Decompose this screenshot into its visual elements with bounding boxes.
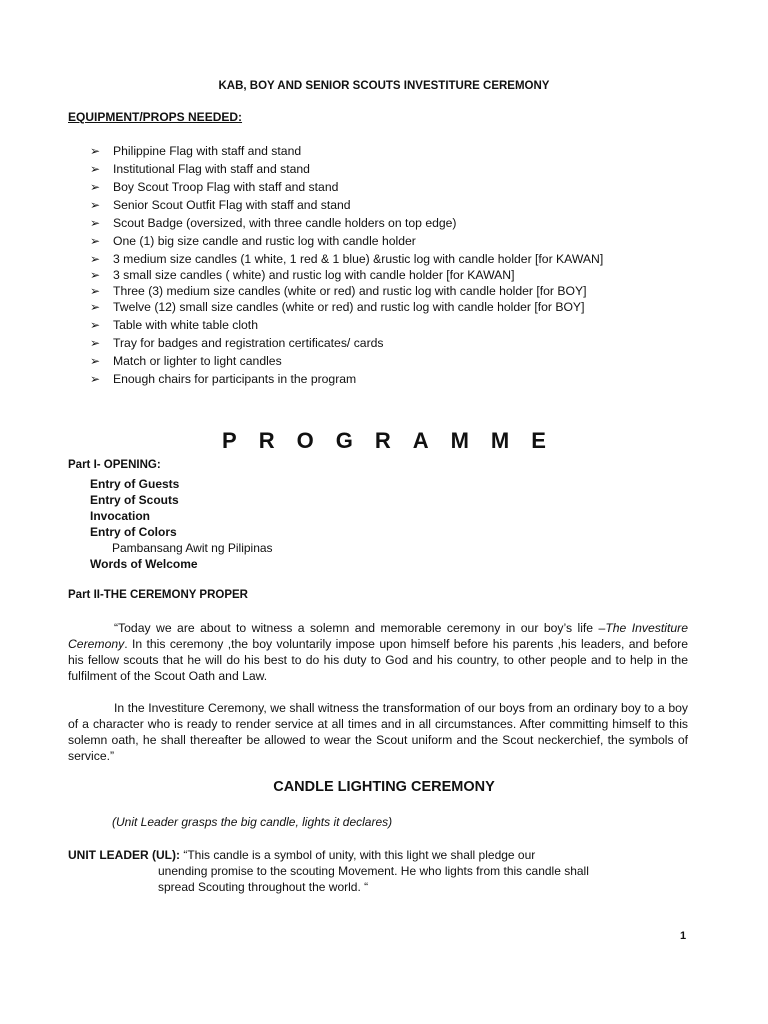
arrow-bullet-icon: ➢ xyxy=(90,216,101,230)
arrow-bullet-icon: ➢ xyxy=(90,300,101,314)
list-item: Entry of Colors xyxy=(90,525,177,539)
equipment-item-text: Tray for badges and registration certificates/ cards xyxy=(113,336,384,350)
equipment-item-text: 3 small size candles ( white) and rustic log with candle holder [for KAWAN] xyxy=(113,268,515,282)
arrow-bullet-icon: ➢ xyxy=(90,354,101,368)
equipment-heading: EQUIPMENT/PROPS NEEDED: xyxy=(68,110,243,124)
equipment-item-text: Philippine Flag with staff and stand xyxy=(113,144,302,158)
equipment-item-text: Twelve (12) small size candles (white or red) and rustic log with candle holder [for BOY] xyxy=(113,300,585,314)
arrow-bullet-icon: ➢ xyxy=(90,284,101,298)
equipment-list-item xyxy=(90,267,603,283)
equipment-item-text: Scout Badge (oversized, with three candle holders on top edge) xyxy=(113,216,457,230)
para1-italic-text: The Investiture Ceremony xyxy=(68,621,688,651)
opening-list xyxy=(90,476,273,572)
equipment-list-item xyxy=(90,197,603,215)
part2-heading: Part II-THE CEREMONY PROPER xyxy=(68,589,248,601)
document-title: KAB, BOY AND SENIOR SCOUTS INVESTITURE CEREMONY xyxy=(218,80,550,92)
arrow-bullet-icon: ➢ xyxy=(90,336,101,350)
para1-text-b: . In this ceremony ,the boy voluntarily impose upon himself before his parents ,his leaders, and before his fellow scouts that he will do his best to do his duty to God and his country, to other people and to help in the fulfilment of the Scout Oath and Law. xyxy=(68,637,688,683)
ceremony-paragraph-2: In the Investiture Ceremony, we shall witness the transformation of our boys from an ordinary boy to a boy of a character who is ready to render service at all times and in all circumstances. After committing himself to this solemn oath, he shall thereafter be allowed to wear the Scout uniform and the Scout neckerchief, the symbols of service.” xyxy=(68,701,688,763)
list-item: Words of Welcome xyxy=(90,557,198,571)
part1-heading: Part I- OPENING: xyxy=(68,459,161,471)
equipment-list-item xyxy=(90,299,603,317)
equipment-list-item xyxy=(90,179,603,197)
equipment-list-item xyxy=(90,335,603,353)
stage-direction: (Unit Leader grasps the big candle, lights it declares) xyxy=(112,815,393,829)
equipment-item-text: One (1) big size candle and rustic log with candle holder xyxy=(113,234,416,248)
equipment-list-item xyxy=(90,161,603,179)
equipment-list-item xyxy=(90,317,603,335)
equipment-item-text: Institutional Flag with staff and stand xyxy=(113,162,310,176)
list-item: Entry of Scouts xyxy=(90,493,179,507)
arrow-bullet-icon: ➢ xyxy=(90,268,101,282)
speech-line-3: spread Scouting throughout the world. “ xyxy=(158,880,369,894)
list-item: Invocation xyxy=(90,509,151,523)
speech-line-2: unending promise to the scouting Movement. He who lights from this candle shall xyxy=(158,864,589,878)
page-number: 1 xyxy=(680,930,687,942)
arrow-bullet-icon: ➢ xyxy=(90,252,101,266)
candle-lighting-heading: CANDLE LIGHTING CEREMONY xyxy=(273,779,495,795)
equipment-list-item xyxy=(90,371,603,389)
equipment-list-item xyxy=(90,143,603,161)
speaker-label: UNIT LEADER (UL): xyxy=(68,848,180,862)
equipment-list-item xyxy=(90,233,603,251)
para1-text-a: “Today we are about to witness a solemn and memorable ceremony in our boy’s life – xyxy=(114,621,606,635)
arrow-bullet-icon: ➢ xyxy=(90,198,101,212)
equipment-list-item xyxy=(90,251,603,267)
equipment-item-text: Enough chairs for participants in the program xyxy=(113,372,357,386)
equipment-list-item xyxy=(90,353,603,371)
arrow-bullet-icon: ➢ xyxy=(90,318,101,332)
arrow-bullet-icon: ➢ xyxy=(90,180,101,194)
equipment-item-text: 3 medium size candles (1 white, 1 red & 1 blue) &rustic log with candle holder [for KAWAN] xyxy=(113,252,604,266)
arrow-bullet-icon: ➢ xyxy=(90,234,101,248)
equipment-list xyxy=(90,143,603,389)
equipment-list-item xyxy=(90,283,603,299)
list-sub-item: Pambansang Awit ng Pilipinas xyxy=(112,541,273,555)
arrow-bullet-icon: ➢ xyxy=(90,162,101,176)
equipment-item-text: Senior Scout Outfit Flag with staff and stand xyxy=(113,198,351,212)
list-item: Entry of Guests xyxy=(90,477,180,491)
equipment-item-text: Boy Scout Troop Flag with staff and stand xyxy=(113,180,339,194)
arrow-bullet-icon: ➢ xyxy=(90,144,101,158)
equipment-item-text: Table with white table cloth xyxy=(113,318,258,332)
equipment-item-text: Match or lighter to light candles xyxy=(113,354,282,368)
unit-leader-line xyxy=(68,847,535,863)
ceremony-paragraph-1 xyxy=(68,620,688,684)
equipment-list-item xyxy=(90,215,603,233)
speech-line-1: “This candle is a symbol of unity, with this light we shall pledge our xyxy=(179,848,536,862)
programme-heading: PROGRAMME xyxy=(222,428,568,453)
arrow-bullet-icon: ➢ xyxy=(90,372,101,386)
equipment-item-text: Three (3) medium size candles (white or red) and rustic log with candle holder [for BOY] xyxy=(113,284,587,298)
